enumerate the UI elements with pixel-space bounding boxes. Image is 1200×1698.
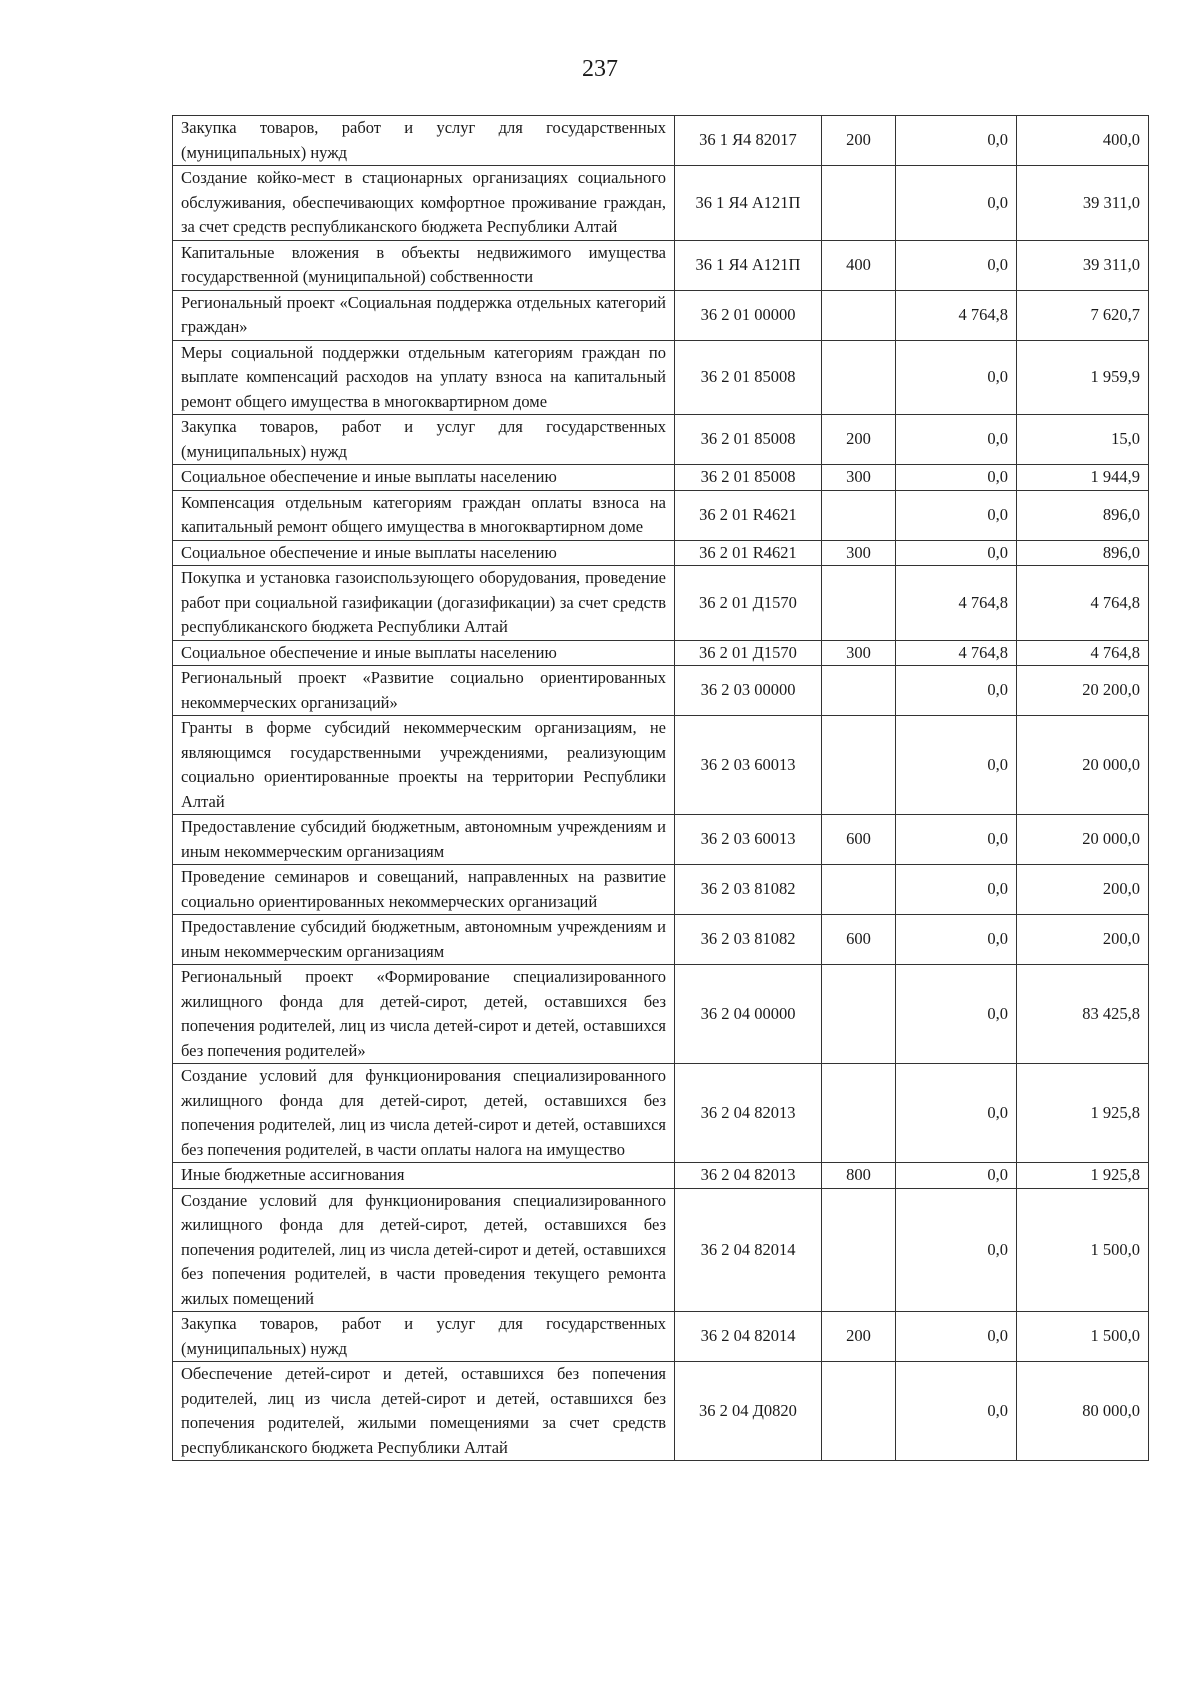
table-row	[173, 1064, 1149, 1163]
table-body	[173, 116, 1149, 1461]
item-name: Предоставление субсидий бюджетным, автономным учреждениям и иным некоммерческим организациям	[173, 915, 675, 965]
amount-second: 1 944,9	[1017, 465, 1149, 491]
item-name: Создание условий для функционирования специализированного жилищного фонда для детей-сирот, детей, оставшихся без попечения родителей, лиц из числа детей-сирот и детей, оставшихся без попечения родителей, в части оплаты налога на имущество	[173, 1064, 675, 1163]
amount-second: 1 925,8	[1017, 1064, 1149, 1163]
amount-second: 4 764,8	[1017, 640, 1149, 666]
target-article-code: 36 2 04 82014	[675, 1188, 822, 1312]
target-article-code: 36 2 01 R4621	[675, 490, 822, 540]
target-article-code: 36 2 01 85008	[675, 415, 822, 465]
table-row	[173, 116, 1149, 166]
expense-type-code: 300	[822, 540, 896, 566]
target-article-code: 36 2 04 82013	[675, 1163, 822, 1189]
target-article-code: 36 2 03 60013	[675, 716, 822, 815]
expense-type-code	[822, 666, 896, 716]
table-row	[173, 1362, 1149, 1461]
expense-type-code	[822, 566, 896, 641]
expense-type-code: 200	[822, 116, 896, 166]
amount-second: 1 500,0	[1017, 1312, 1149, 1362]
expense-type-code: 400	[822, 240, 896, 290]
item-name: Обеспечение детей-сирот и детей, оставшихся без попечения родителей, лиц из числа детей-сирот и детей, оставшихся без попечения родителей, жилыми помещениями за счет средств республиканского бюджета Республики Алтай	[173, 1362, 675, 1461]
table-row	[173, 290, 1149, 340]
amount-first: 0,0	[896, 965, 1017, 1064]
amount-second: 20 000,0	[1017, 815, 1149, 865]
item-name: Социальное обеспечение и иные выплаты населению	[173, 640, 675, 666]
expense-type-code	[822, 716, 896, 815]
expense-type-code: 300	[822, 640, 896, 666]
expense-type-code	[822, 1064, 896, 1163]
table-row	[173, 566, 1149, 641]
expense-type-code: 300	[822, 465, 896, 491]
expense-type-code	[822, 166, 896, 241]
table-row	[173, 640, 1149, 666]
table-row	[173, 716, 1149, 815]
target-article-code: 36 1 Я4 А121П	[675, 240, 822, 290]
amount-first: 0,0	[896, 465, 1017, 491]
item-name: Компенсация отдельным категориям граждан оплаты взноса на капитальный ремонт общего имущества в многоквартирном доме	[173, 490, 675, 540]
table-row	[173, 465, 1149, 491]
target-article-code: 36 2 04 Д0820	[675, 1362, 822, 1461]
amount-second: 80 000,0	[1017, 1362, 1149, 1461]
expense-type-code	[822, 1188, 896, 1312]
table-row	[173, 1188, 1149, 1312]
table-row	[173, 865, 1149, 915]
item-name: Меры социальной поддержки отдельным категориям граждан по выплате компенсаций расходов на уплату взноса на капитальный ремонт общего имущества в многоквартирном доме	[173, 340, 675, 415]
item-name: Социальное обеспечение и иные выплаты населению	[173, 465, 675, 491]
target-article-code: 36 2 01 85008	[675, 340, 822, 415]
amount-second: 20 200,0	[1017, 666, 1149, 716]
item-name: Закупка товаров, работ и услуг для государственных (муниципальных) нужд	[173, 116, 675, 166]
budget-table	[172, 115, 1149, 1461]
expense-type-code	[822, 290, 896, 340]
item-name: Проведение семинаров и совещаний, направленных на развитие социально ориентированных некоммерческих организаций	[173, 865, 675, 915]
table-row	[173, 1163, 1149, 1189]
target-article-code: 36 1 Я4 82017	[675, 116, 822, 166]
expense-type-code	[822, 865, 896, 915]
target-article-code: 36 2 01 Д1570	[675, 640, 822, 666]
item-name: Создание условий для функционирования специализированного жилищного фонда для детей-сирот, детей, оставшихся без попечения родителей, лиц из числа детей-сирот и детей, оставшихся без попечения родителей, в части проведения текущего ремонта жилых помещений	[173, 1188, 675, 1312]
amount-first: 0,0	[896, 1312, 1017, 1362]
item-name: Иные бюджетные ассигнования	[173, 1163, 675, 1189]
target-article-code: 36 2 04 82013	[675, 1064, 822, 1163]
table-row	[173, 490, 1149, 540]
page-number: 237	[582, 56, 618, 82]
table-row	[173, 965, 1149, 1064]
table-row	[173, 666, 1149, 716]
amount-second: 39 311,0	[1017, 166, 1149, 241]
amount-second: 896,0	[1017, 540, 1149, 566]
amount-first: 0,0	[896, 240, 1017, 290]
amount-second: 39 311,0	[1017, 240, 1149, 290]
amount-first: 0,0	[896, 915, 1017, 965]
amount-first: 4 764,8	[896, 290, 1017, 340]
item-name: Покупка и установка газоиспользующего оборудования, проведение работ при социальной газификации (догазификации) за счет средств республиканского бюджета Республики Алтай	[173, 566, 675, 641]
amount-first: 0,0	[896, 815, 1017, 865]
table-row	[173, 240, 1149, 290]
amount-first: 0,0	[896, 490, 1017, 540]
table-row	[173, 166, 1149, 241]
item-name: Региональный проект «Социальная поддержка отдельных категорий граждан»	[173, 290, 675, 340]
expense-type-code: 800	[822, 1163, 896, 1189]
expense-type-code	[822, 340, 896, 415]
item-name: Закупка товаров, работ и услуг для государственных (муниципальных) нужд	[173, 1312, 675, 1362]
target-article-code: 36 2 04 82014	[675, 1312, 822, 1362]
amount-second: 200,0	[1017, 915, 1149, 965]
amount-second: 896,0	[1017, 490, 1149, 540]
item-name: Капитальные вложения в объекты недвижимого имущества государственной (муниципальной) собственности	[173, 240, 675, 290]
expense-type-code	[822, 965, 896, 1064]
amount-first: 0,0	[896, 540, 1017, 566]
amount-second: 4 764,8	[1017, 566, 1149, 641]
amount-first: 0,0	[896, 340, 1017, 415]
amount-first: 0,0	[896, 716, 1017, 815]
item-name: Социальное обеспечение и иные выплаты населению	[173, 540, 675, 566]
target-article-code: 36 2 03 00000	[675, 666, 822, 716]
amount-first: 0,0	[896, 415, 1017, 465]
expense-type-code: 600	[822, 915, 896, 965]
target-article-code: 36 2 03 81082	[675, 915, 822, 965]
table-row	[173, 540, 1149, 566]
amount-first: 0,0	[896, 166, 1017, 241]
target-article-code: 36 2 01 85008	[675, 465, 822, 491]
amount-first: 0,0	[896, 1163, 1017, 1189]
item-name: Региональный проект «Формирование специализированного жилищного фонда для детей-сирот, детей, оставшихся без попечения родителей, лиц из числа детей-сирот и детей, оставшихся без попечения родителей»	[173, 965, 675, 1064]
amount-second: 20 000,0	[1017, 716, 1149, 815]
table-row	[173, 415, 1149, 465]
target-article-code: 36 2 01 Д1570	[675, 566, 822, 641]
amount-first: 0,0	[896, 865, 1017, 915]
target-article-code: 36 1 Я4 А121П	[675, 166, 822, 241]
table-row	[173, 815, 1149, 865]
item-name: Региональный проект «Развитие социально ориентированных некоммерческих организаций»	[173, 666, 675, 716]
amount-second: 1 925,8	[1017, 1163, 1149, 1189]
expense-type-code: 200	[822, 1312, 896, 1362]
amount-first: 0,0	[896, 116, 1017, 166]
target-article-code: 36 2 01 00000	[675, 290, 822, 340]
item-name: Создание койко-мест в стационарных организациях социального обслуживания, обеспечивающих комфортное проживание граждан, за счет средств республиканского бюджета Республики Алтай	[173, 166, 675, 241]
amount-second: 83 425,8	[1017, 965, 1149, 1064]
table-row	[173, 915, 1149, 965]
item-name: Закупка товаров, работ и услуг для государственных (муниципальных) нужд	[173, 415, 675, 465]
target-article-code: 36 2 04 00000	[675, 965, 822, 1064]
amount-first: 0,0	[896, 1362, 1017, 1461]
expense-type-code	[822, 1362, 896, 1461]
item-name: Предоставление субсидий бюджетным, автономным учреждениям и иным некоммерческим организациям	[173, 815, 675, 865]
amount-first: 0,0	[896, 666, 1017, 716]
amount-first: 0,0	[896, 1188, 1017, 1312]
expense-type-code: 600	[822, 815, 896, 865]
expense-type-code	[822, 490, 896, 540]
amount-second: 400,0	[1017, 116, 1149, 166]
table-row	[173, 340, 1149, 415]
amount-second: 15,0	[1017, 415, 1149, 465]
amount-second: 1 959,9	[1017, 340, 1149, 415]
amount-second: 1 500,0	[1017, 1188, 1149, 1312]
target-article-code: 36 2 01 R4621	[675, 540, 822, 566]
amount-first: 4 764,8	[896, 566, 1017, 641]
target-article-code: 36 2 03 60013	[675, 815, 822, 865]
amount-second: 7 620,7	[1017, 290, 1149, 340]
amount-first: 0,0	[896, 1064, 1017, 1163]
item-name: Гранты в форме субсидий некоммерческим организациям, не являющимся государственными учреждениями, реализующим социально ориентированные проекты на территории Республики Алтай	[173, 716, 675, 815]
expense-type-code: 200	[822, 415, 896, 465]
table-row	[173, 1312, 1149, 1362]
amount-second: 200,0	[1017, 865, 1149, 915]
amount-first: 4 764,8	[896, 640, 1017, 666]
target-article-code: 36 2 03 81082	[675, 865, 822, 915]
